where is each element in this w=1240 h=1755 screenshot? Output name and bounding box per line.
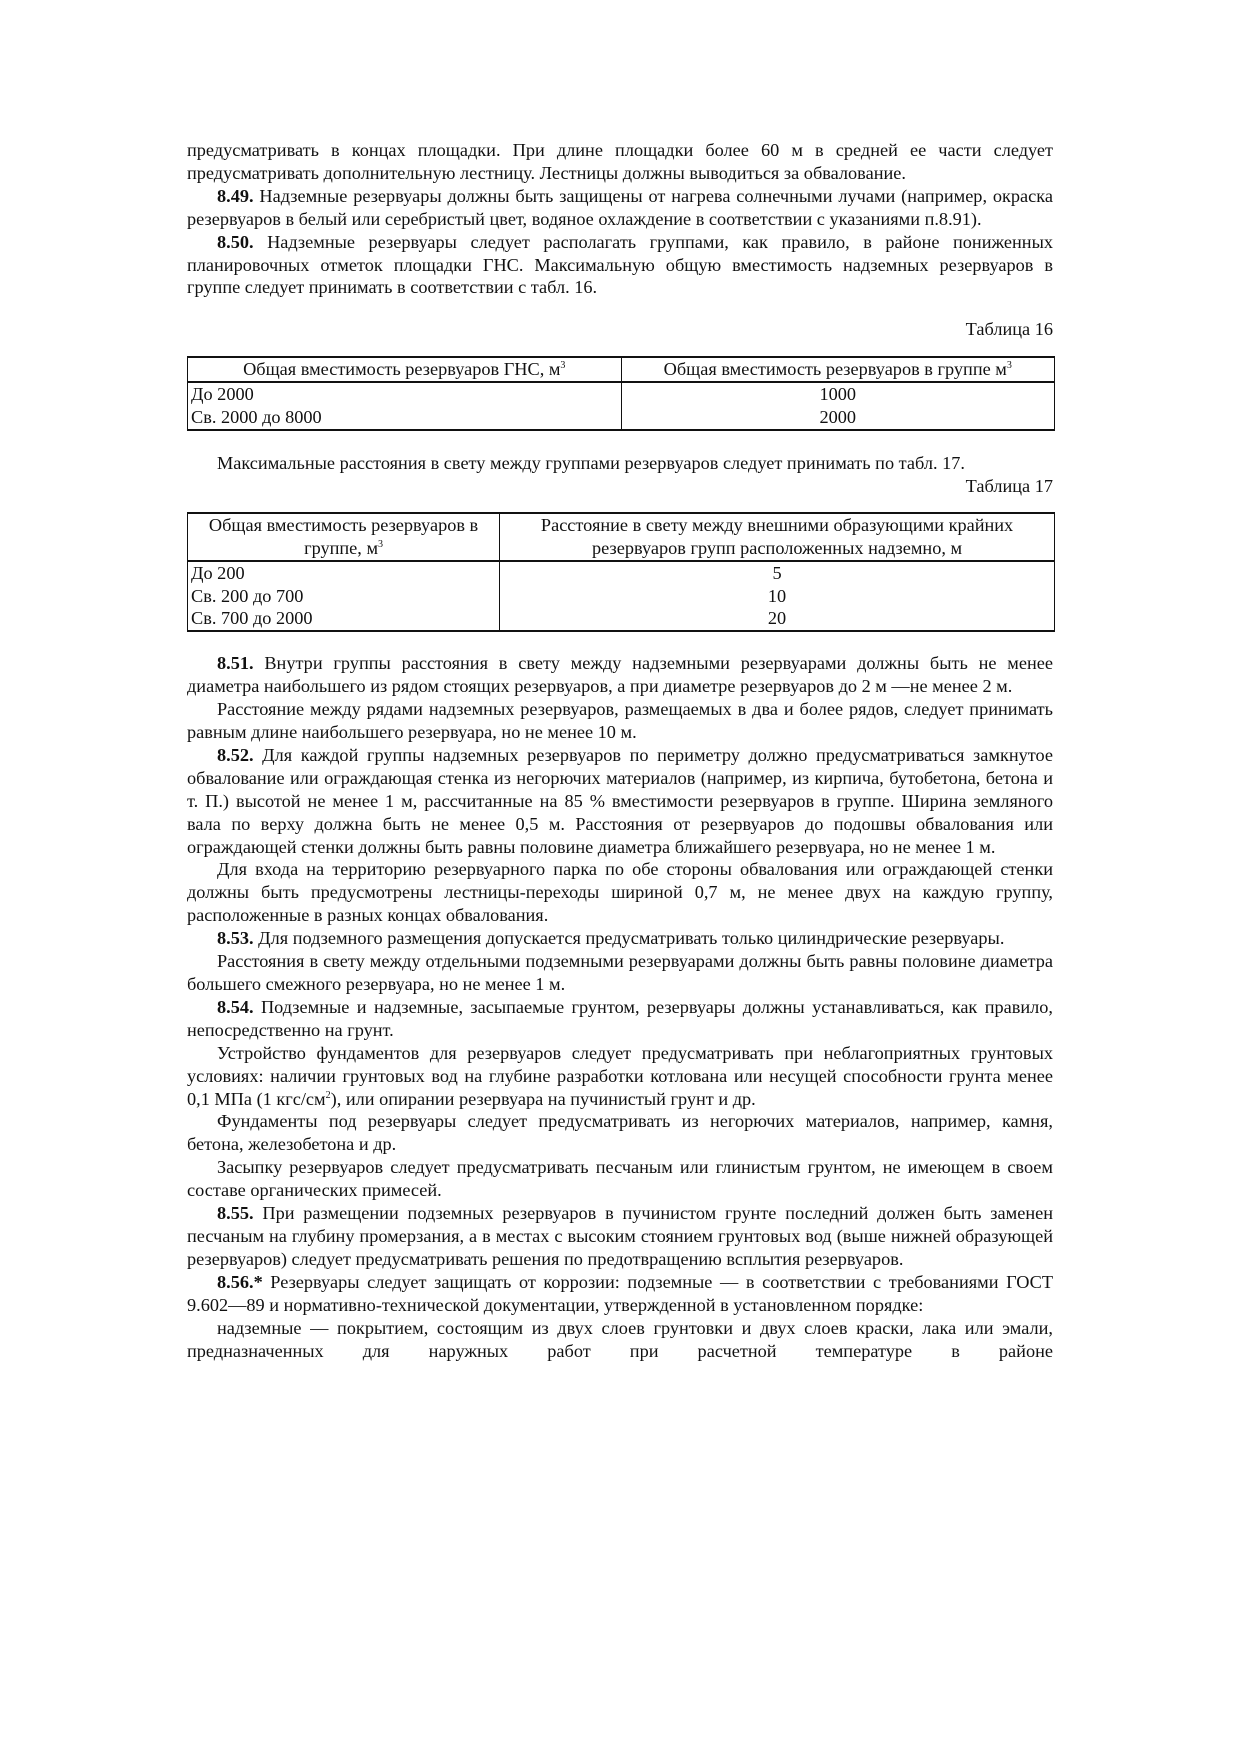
paragraph: Расстояния в свету между отдельными подземными резервуарами должны быть равны половине диаметра большего смежного резервуара, но не менее 1 м. (187, 951, 1053, 994)
paragraph: Засыпку резервуаров следует предусматривать песчаным или глинистым грунтом, не имеющем в своем составе органических примесей. (187, 1157, 1053, 1201)
paragraph: надземные — покрытием, состоящим из двух слоев грунтовки и двух слоев краски, лака или эмали, предназначенных для наружных работ при расчетной температуре в районе (187, 1317, 1053, 1361)
table-cell: Св. 700 до 2000 (188, 607, 500, 631)
clause-text: Для каждой группы надземных резервуаров по периметру должно предусматриваться замкнутое обвалование или ограждающая стенка из негорючих материалов (например, из кирпича, бутобетона, бетона и т. П.) высотой не менее 1 м, рассчитанные на 85 % вместимости резервуаров в группе. Ширина земляного вала по верху должна быть не менее 0,5 м. Расстояния от резервуаров до подошвы обвалования или ограждающей стенки должны быть равны половине диаметра ближайшего резервуара, но не менее 1 м. (187, 744, 1053, 857)
clause-number: 8.52. (217, 744, 254, 765)
clause-text: Надземные резервуары следует располагать группами, как правило, в районе пониженных планировочных отметок площадки ГНС. Максимальную общую вместимость надземных резервуаров в группе следует принимать в соответствии с табл. 16. (187, 231, 1053, 298)
table-header: Общая вместимость резервуаров в группе, $м^3$ (188, 513, 500, 561)
table-row (188, 382, 1055, 406)
paragraph-8-54 (187, 996, 1053, 1042)
table-cell: 20 (500, 607, 1055, 631)
paragraph: Устройство фундаментов для резервуаров следует предусматривать при неблагоприятных грунтовых условиях: наличии грунтовых вод на глубине разработки котлована или несущей способности грунта менее 0,1 МПа (1 кгс/$см^2$), или опирании резервуара на пучинистый грунт и др. (187, 1042, 1053, 1109)
clause-number: 8.53. (217, 928, 254, 949)
clause-text: Надземные резервуары должны быть защищены от нагрева солнечными лучами (например, окраска резервуаров в белый или серебристый цвет, водяное охлаждение в соответствии с указаниями п.8.91). (187, 185, 1053, 229)
document-page (187, 139, 1053, 1362)
table-cell: 2000 (621, 406, 1055, 430)
table-cell: Св. 200 до 700 (188, 585, 500, 608)
clause-number: 8.55. (217, 1203, 254, 1224)
table-17 (187, 512, 1055, 633)
paragraph: Для входа на территорию резервуарного парка по обе стороны обвалования или ограждающей стенки должны быть предусмотрены лестницы-переходы шириной 0,7 м, не менее двух на каждую группу, расположенные в разных концах обвалования. (187, 859, 1053, 926)
paragraph-8-52 (187, 744, 1053, 859)
paragraph: Расстояние между рядами надземных резервуаров, размещаемых в два и более рядов, следует принимать равным длине наибольшего резервуара, но не менее 10 м. (187, 699, 1053, 743)
table-header: Общая вместимость резервуаров в группе $м^3$ (621, 357, 1055, 382)
clause-text: При размещении подземных резервуаров в пучинистом грунте последний должен быть заменен песчаным на глубину промерзания, а в местах с высоким стоянием грунтовых вод (выше нижней образующей резервуаров) следует предусматривать решения по предотвращению всплытия резервуаров. (187, 1203, 1053, 1269)
clause-text: Резервуары следует защищать от коррозии: подземные — в соответствии с требованиями ГОСТ 9.602—89 и нормативно-технической документации, утвержденной в установленном порядке: (187, 1271, 1053, 1315)
table-17-caption: Таблица 17 (965, 475, 1053, 496)
paragraph-8-53 (187, 927, 1053, 950)
paragraph: Максимальные расстояния в свету между группами резервуаров следует принимать по табл. 17. (217, 452, 965, 473)
paragraph-8-55 (187, 1202, 1053, 1271)
paragraph-8-49 (187, 185, 1053, 231)
paragraph-8-51 (187, 652, 1053, 698)
table-row (188, 585, 1055, 608)
paragraph-8-50 (187, 231, 1053, 300)
table-cell: 1000 (621, 382, 1055, 406)
clause-number: 8.54. (217, 996, 254, 1017)
table-cell: Св. 2000 до 8000 (188, 406, 622, 430)
table-cell: 5 (500, 561, 1055, 585)
clause-text: Для подземного размещения допускается предусматривать только цилиндрические резервуары. (253, 928, 1005, 949)
table-header: Общая вместимость резервуаров ГНС, $м^3$ (188, 357, 622, 382)
table-header: Расстояние в свету между внешними образующими крайних резервуаров групп расположенных надземно, м (500, 513, 1055, 561)
clause-number: 8.50. (217, 231, 254, 252)
table-row (188, 561, 1055, 585)
table-row (188, 406, 1055, 430)
clause-number: 8.49. (217, 185, 254, 206)
clause-text: Внутри группы расстояния в свету между надземными резервуарами должны быть не менее диаметра наибольшего из рядом стоящих резервуаров, а при диаметре резервуаров до 2 м —не менее 2 м. (187, 653, 1053, 697)
table-16-caption: Таблица 16 (965, 319, 1053, 340)
clause-number: 8.51. (217, 653, 254, 674)
table-cell: До 200 (188, 561, 500, 585)
paragraph: предусматривать в концах площадки. При длине площадки более 60 м в средней ее части следует предусматривать дополнительную лестницу. Лестницы должны выводиться за обвалование. (187, 140, 1053, 183)
paragraph-8-56 (187, 1271, 1053, 1317)
clause-text: Подземные и надземные, засыпаемые грунтом, резервуары должны устанавливаться, как правило, непосредственно на грунт. (187, 996, 1053, 1040)
table-cell: До 2000 (188, 382, 622, 406)
paragraph: Фундаменты под резервуары следует предусматривать из негорючих материалов, например, камня, бетона, железобетона и др. (187, 1111, 1053, 1155)
clause-number: 8.56.* (217, 1271, 263, 1292)
table-row (188, 607, 1055, 631)
table-cell: 10 (500, 585, 1055, 608)
table-16 (187, 356, 1055, 431)
